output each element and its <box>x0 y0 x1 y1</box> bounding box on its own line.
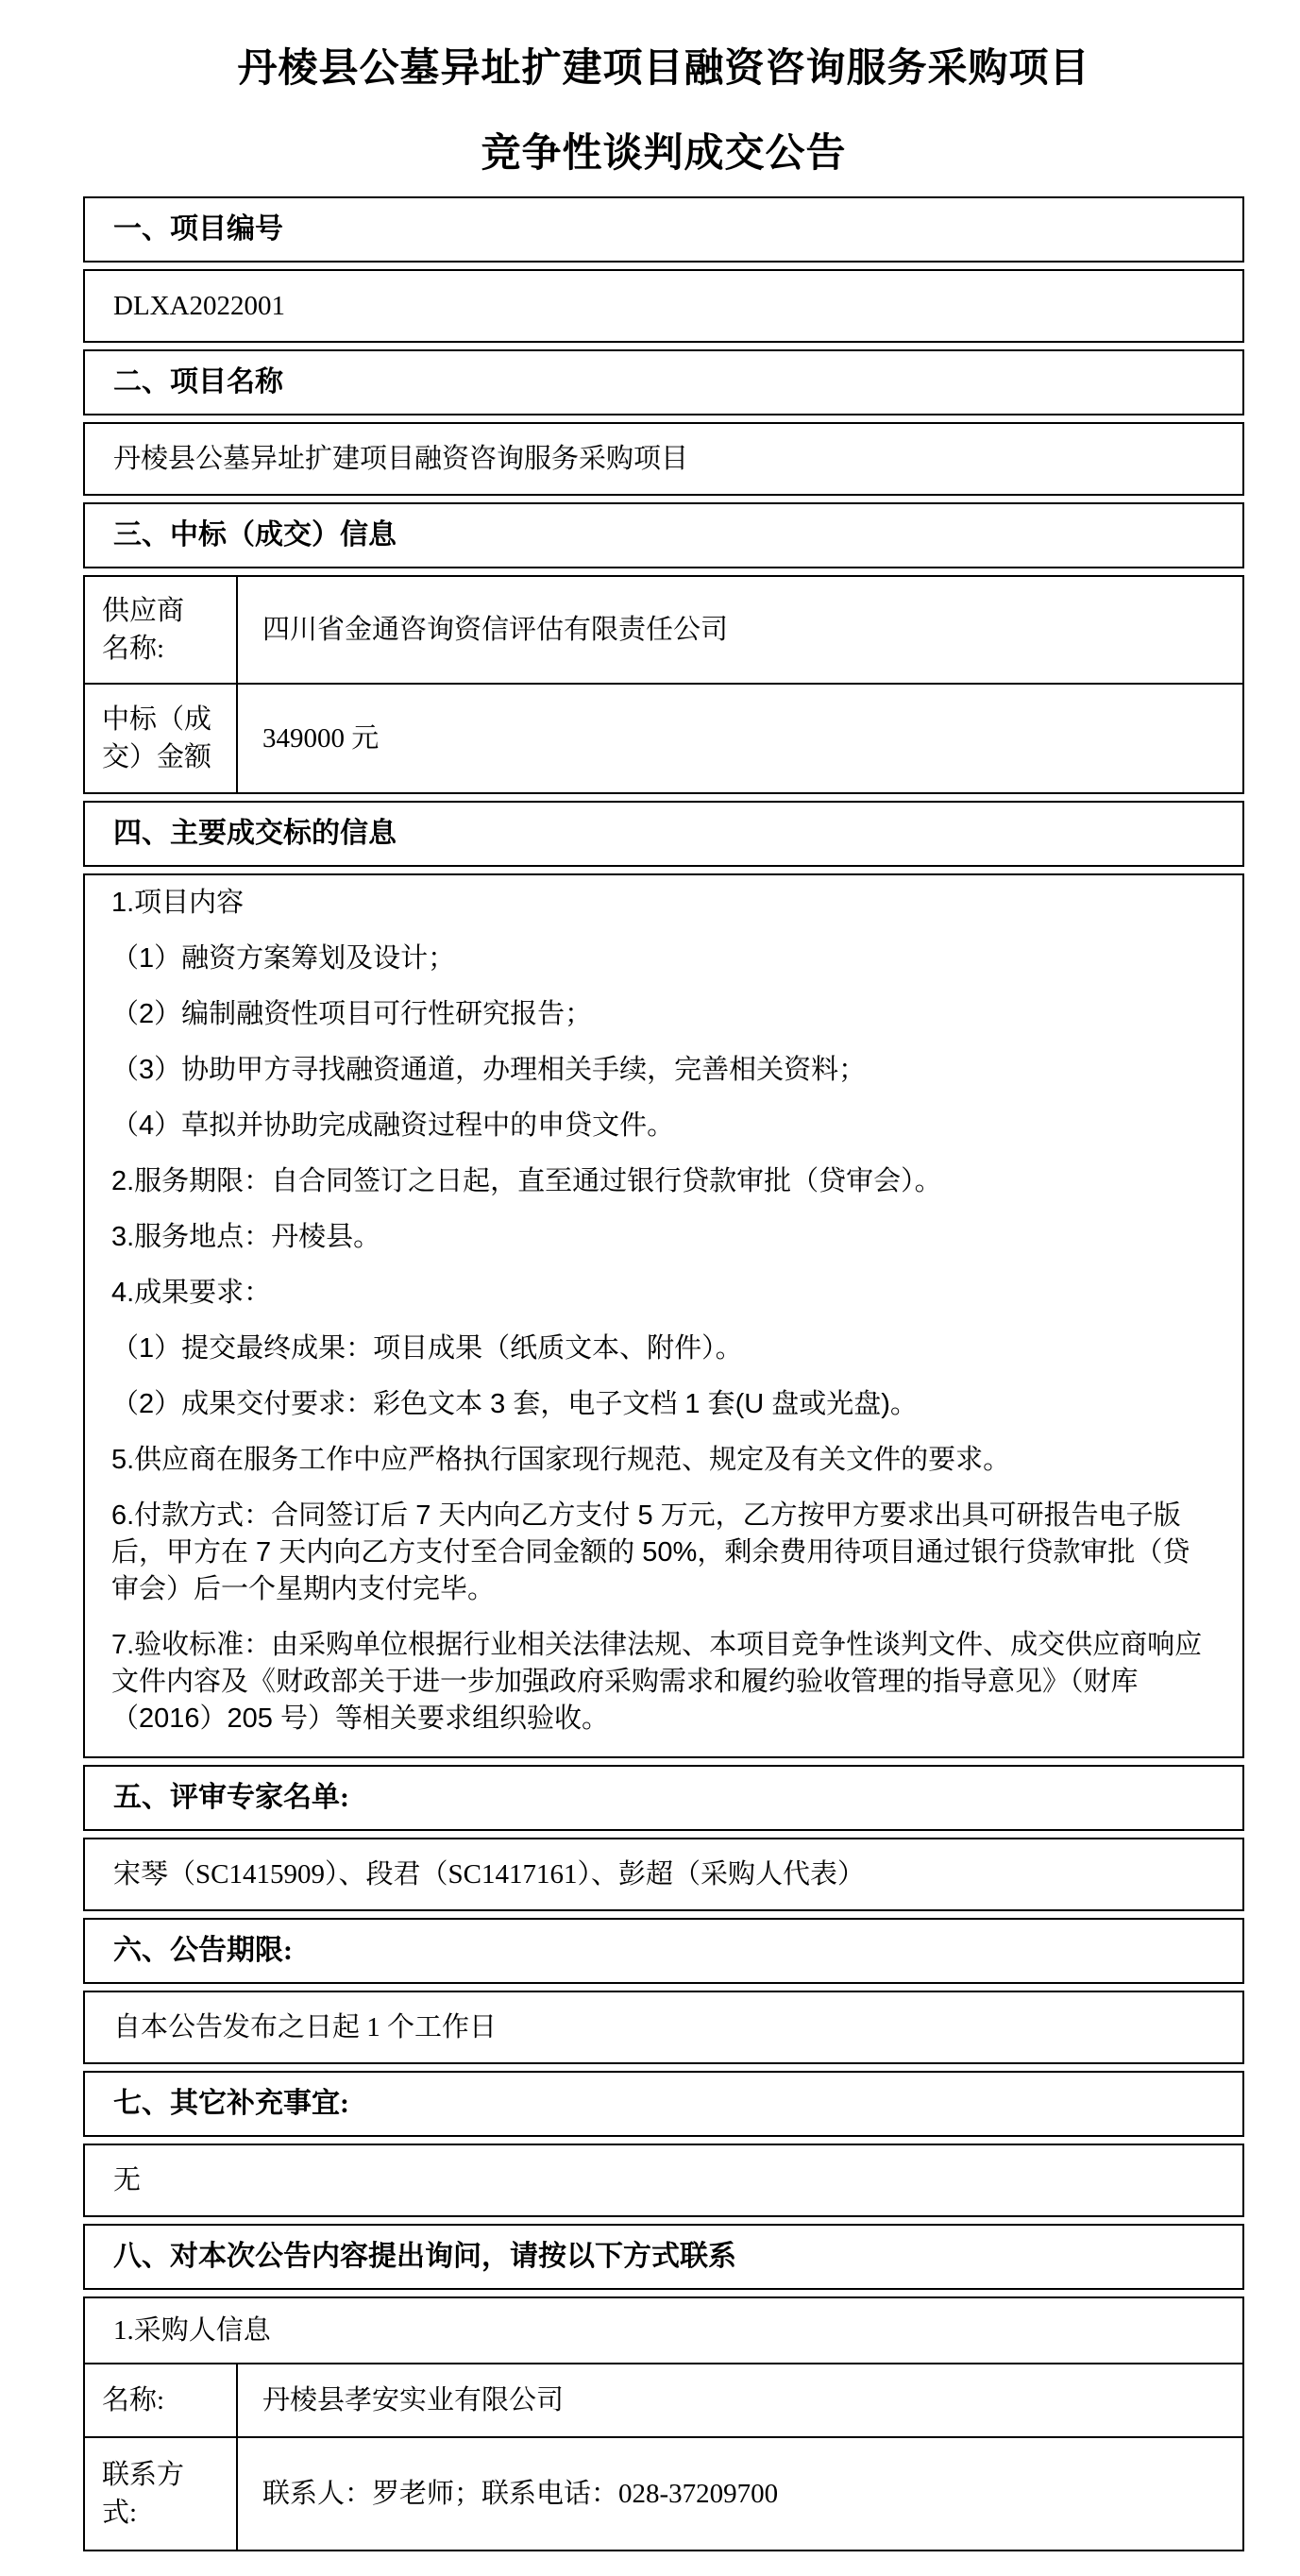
paragraph: 2.服务期限：自合同签订之日起，直至通过银行贷款审批（贷审会）。 <box>111 1166 942 1196</box>
contact-method-label <box>85 2438 238 2550</box>
label-line: 式: <box>102 2498 138 2528</box>
expert-list-value: 宋琴（SC1415909）、段君（SC1417161）、彭超（采购人代表） <box>83 1838 1244 1911</box>
label-line: 名称: <box>102 2385 165 2415</box>
award-info-table <box>83 575 1244 794</box>
award-amount-label <box>85 685 238 792</box>
section-1-heading: 一、项目编号 <box>83 196 1244 263</box>
section-2-heading: 二、项目名称 <box>83 349 1244 415</box>
section-6-heading: 六、公告期限: <box>83 1918 1244 1984</box>
supplier-name-row <box>85 577 1242 685</box>
paragraph: （1）提交最终成果：项目成果（纸质文本、附件）。 <box>111 1333 743 1364</box>
paragraph: （3）协助甲方寻找融资通道，办理相关手续，完善相关资料； <box>111 1055 867 1085</box>
label-line: 联系方 <box>102 2460 185 2490</box>
paragraph: 1.项目内容 <box>111 888 245 918</box>
project-number-value: DLXA2022001 <box>83 269 1244 343</box>
award-amount-value: 349000 元 <box>262 723 380 754</box>
paragraph: 5.供应商在服务工作中应严格执行国家现行规范、规定及有关文件的要求。 <box>111 1445 1011 1475</box>
project-name-value: 丹棱县公墓异址扩建项目融资咨询服务采购项目 <box>83 422 1244 496</box>
supplier-name-label <box>85 577 238 683</box>
section-3-heading: 三、中标（成交）信息 <box>83 502 1244 568</box>
label-line: 交）金额 <box>102 742 212 772</box>
document-title: 丹棱县公墓异址扩建项目融资咨询服务采购项目 <box>237 47 1090 91</box>
paragraph: 4.成果要求： <box>111 1278 272 1308</box>
contact-method-value: 联系人：罗老师；联系电话：028-37209700 <box>262 2479 779 2509</box>
paragraph: 7.验收标准：由采购单位根据行业相关法律法规、本项目竞争性谈判文件、成交供应商响应文件内容及《财政部关于进一步加强政府采购需求和履约验收管理的指导意见》（财库（2016）205 号）等相关要求组织验收。 <box>111 1630 1203 1734</box>
paragraph: （1）融资方案筹划及设计； <box>111 943 456 974</box>
paragraph: （2）成果交付要求：彩色文本 3 套，电子文档 1 套(U 盘或光盘)。 <box>111 1389 918 1419</box>
paragraph: （2）编制融资性项目可行性研究报告； <box>111 999 593 1029</box>
title-area <box>83 0 1244 176</box>
purchaser-name-label <box>85 2364 238 2436</box>
supplier-name-value: 四川省金通咨询资信评估有限责任公司 <box>262 615 729 645</box>
other-matters-value: 无 <box>83 2144 1244 2217</box>
section-4-heading: 四、主要成交标的信息 <box>83 801 1244 867</box>
purchaser-name-value: 丹棱县孝安实业有限公司 <box>262 2385 565 2415</box>
main-subject-info <box>83 873 1244 1758</box>
purchaser-info-subheading: 1.采购人信息 <box>85 2298 1242 2364</box>
section-5-heading: 五、评审专家名单: <box>83 1765 1244 1831</box>
paragraph: 6.付款方式：合同签订后 7 天内向乙方支付 5 万元，乙方按甲方要求出具可研报告电子版后，甲方在 7 天内向乙方支付至合同金额的 50%，剩余费用待项目通过银行贷款审批（贷审会）后一个星期内支付完毕。 <box>111 1500 1190 1604</box>
contact-method-row <box>85 2438 1242 2550</box>
contact-info-table <box>83 2296 1244 2551</box>
label-line: 名称: <box>102 634 165 664</box>
notice-period-value: 自本公告发布之日起 1 个工作日 <box>83 1991 1244 2064</box>
label-line: 中标（成 <box>102 704 212 735</box>
document-subtitle: 竞争性谈判成交公告 <box>481 132 847 176</box>
announcement-table <box>83 196 1244 2551</box>
paragraph: （4）草拟并协助完成融资过程中的申贷文件。 <box>111 1110 675 1141</box>
purchaser-name-row <box>85 2364 1242 2438</box>
section-8-heading: 八、对本次公告内容提出询问，请按以下方式联系 <box>83 2224 1244 2290</box>
label-line: 供应商 <box>102 596 185 626</box>
award-amount-row <box>85 685 1242 792</box>
paragraph: 3.服务地点：丹棱县。 <box>111 1222 381 1252</box>
section-7-heading: 七、其它补充事宜: <box>83 2071 1244 2137</box>
